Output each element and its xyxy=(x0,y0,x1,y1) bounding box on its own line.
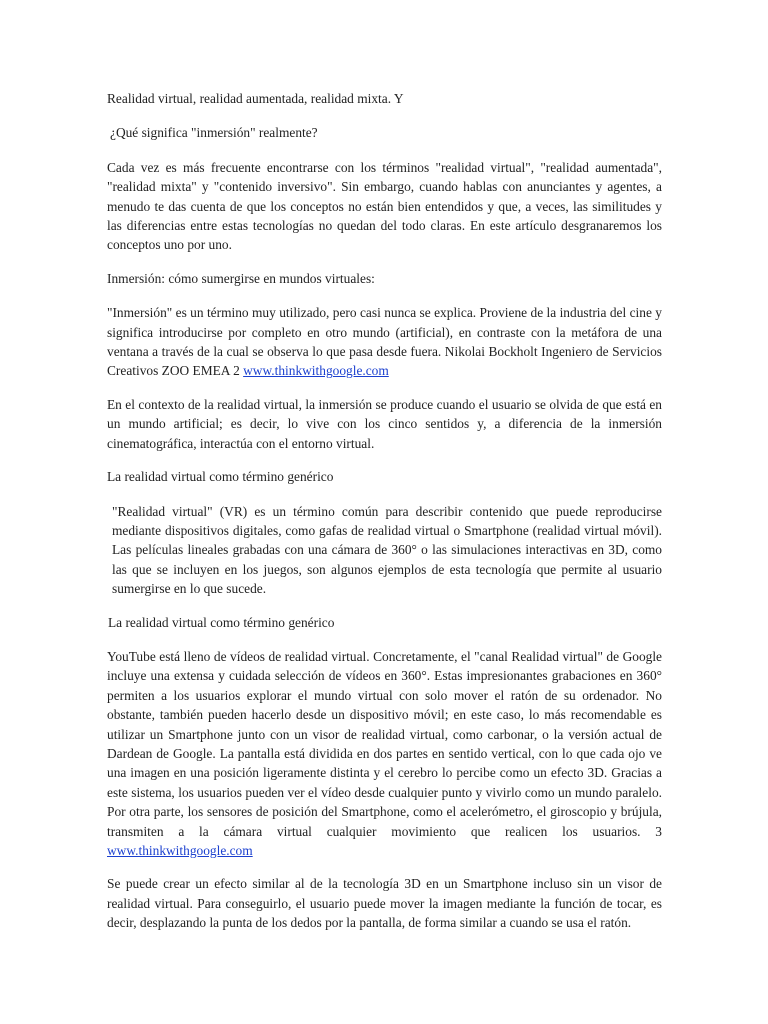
section-heading-termino-generico-2: La realidad virtual como término genérico xyxy=(108,614,335,630)
document-title: Realidad virtual, realidad aumentada, realidad mixta. Y xyxy=(107,91,404,106)
thinkwithgoogle-link-1[interactable]: www.thinkwithgoogle.com xyxy=(243,363,389,379)
thinkwithgoogle-link-2[interactable]: www.thinkwithgoogle.com xyxy=(107,843,253,858)
section-heading-inmersion: Inmersión: cómo sumergirse en mundos virtuales: xyxy=(107,270,375,286)
smartphone-3d-paragraph: Se puede crear un efecto similar al de la tecnología 3D en un Smartphone incluso sin un visor de realidad virtual. Para conseguirlo, el usuario puede mover la imagen mediante la función de tocar, es decir, desplazando la punta de los dedos por la pantalla, de forma similar a cuando se usa el ratón. xyxy=(107,876,662,931)
document-body xyxy=(107,89,662,947)
intro-paragraph: Cada vez es más frecuente encontrarse con los términos "realidad virtual", "realidad aumentada", "realidad mixta" y "contenido inversivo". Sin embargo, cuando hablas con anunciantes y agentes, a menudo te das cuenta de que los conceptos no están bien entendidos y que, a veces, las similitudes y las diferencias entre estas tecnologías no quedan del todo claras. En este artículo desgranaremos los conceptos uno por uno. xyxy=(107,159,662,253)
section-heading-termino-generico: La realidad virtual como término genérico xyxy=(107,469,334,485)
inmersion-paragraph xyxy=(107,303,662,381)
document-subtitle: ¿Qué significa "inmersión" realmente? xyxy=(110,125,318,141)
inmersion-paragraph-text: "Inmersión" es un término muy utilizado, pero casi nunca se explica. Proviene de la industria del cine y significa introducirse por completo en otro mundo (artificial), en contraste con la metáfora de una ventana a través de la cual se observa lo que pasa desde fuera. Nikolai Bockholt Ingeniero de Servicios Creativos ZOO EMEA 2 xyxy=(107,305,662,379)
inmersion-context-paragraph: En el contexto de la realidad virtual, la inmersión se produce cuando el usuario se olvida de que está en un mundo artificial; es decir, lo vive con los cinco sentidos y, a diferencia de la inmersión cinematográfica, interactúa con el entorno virtual. xyxy=(107,396,662,451)
realidad-virtual-paragraph: "Realidad virtual" (VR) es un término común para describir contenido que puede reproducirse mediante dispositivos digitales, como gafas de realidad virtual o Smartphone (realidad virtual móvil). Las películas lineales grabadas con una cámara de 360° o las simulaciones interactivas en 3D, como las que se incluyen en los juegos, son algunos ejemplos de esta tecnología que permite al usuario sumergirse en lo que sucede. xyxy=(112,503,662,597)
youtube-paragraph xyxy=(107,647,662,860)
youtube-paragraph-text: YouTube está lleno de vídeos de realidad virtual. Concretamente, el "canal Realidad virtual" de Google incluye una extensa y cuidada selección de vídeos en 360°. Estas impresionantes grabaciones en 360° permiten a los usuarios explorar el mundo virtual con solo mover el ratón de su ordenador. No obstante, también pueden hacerlo desde un dispositivo móvil; en este caso, lo más recomendable es utilizar un Smartphone junto con un visor de realidad virtual, como carbonar, o la versión actual de Dardean de Google. La pantalla está dividida en dos partes en sentido vertical, con lo que cada ojo ve una imagen en una posición ligeramente distinta y el cerebro lo percibe como un efecto 3D. Gracias a este sistema, los usuarios pueden ver el vídeo desde cualquier punto y vivirlo como un mundo paralelo. Por otra parte, los sensores de posición del Smartphone, como el acelerómetro, el giroscopio y brújula, transmiten a la cámara virtual cualquier movimiento que realicen los usuarios. 3 xyxy=(107,648,662,839)
